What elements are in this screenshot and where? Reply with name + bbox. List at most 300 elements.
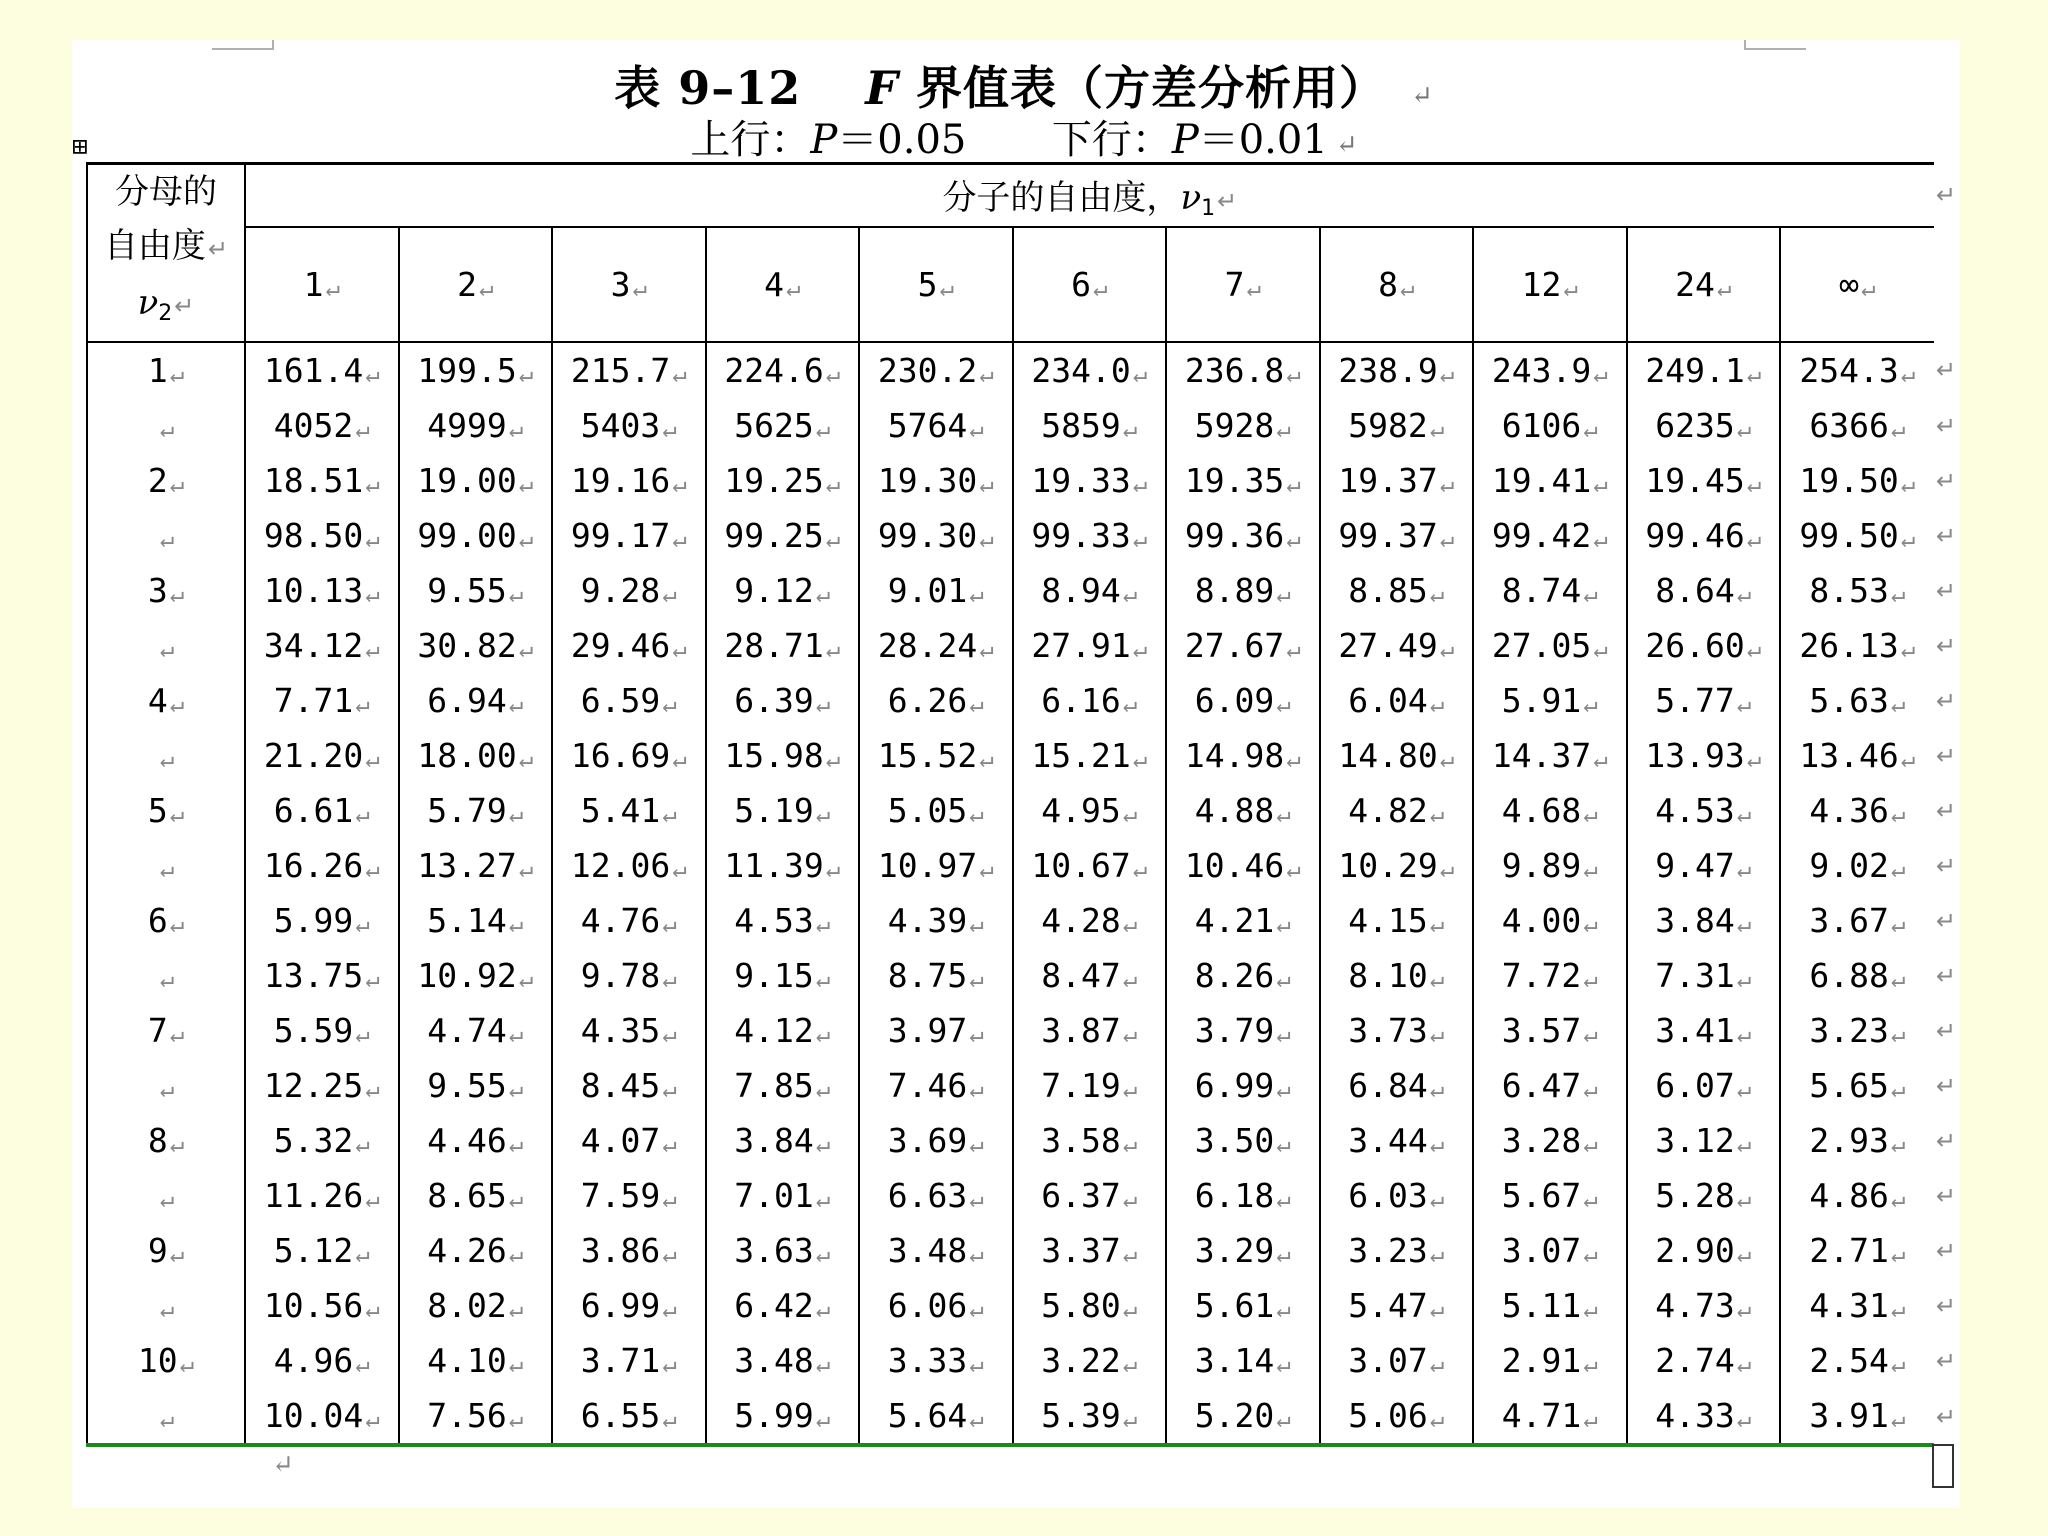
column-header: 6↵	[1013, 227, 1167, 342]
table-cell: 2.71↵	[1809, 1231, 1906, 1270]
row-df-label: 3↵	[87, 563, 245, 618]
upper-p-value: ＝0.05	[837, 117, 967, 163]
paragraph-mark-icon: ↵	[1410, 81, 1434, 111]
table-cell: 15.21↵	[1013, 728, 1167, 783]
table-cell: 7.01↵	[706, 1168, 860, 1223]
table-cell: 5.41↵	[552, 783, 706, 838]
table-cell: 3.44↵	[1320, 1113, 1474, 1168]
table-cell: 4.10↵	[399, 1333, 553, 1388]
lower-p-value: ＝0.01	[1198, 117, 1328, 163]
lower-p-symbol: P	[1171, 117, 1199, 163]
table-cell: 5.12↵	[245, 1223, 399, 1278]
table-cell: 8.94↵	[1013, 563, 1167, 618]
table-cell: 10.92↵	[399, 948, 553, 1003]
table-cell: 8.45↵	[552, 1058, 706, 1113]
table-cell: 4.07↵	[552, 1113, 706, 1168]
table-cell: 4.46↵	[399, 1113, 553, 1168]
row-df-label: 4↵	[87, 673, 245, 728]
table-cell: 9.02↵	[1809, 846, 1906, 885]
table-cell: 99.42↵	[1473, 508, 1627, 563]
column-header: 24↵	[1627, 227, 1781, 342]
table-cell: 28.24↵	[859, 618, 1013, 673]
row-end-mark-icon: ↵	[1936, 1346, 1957, 1375]
table-cell: 6.03↵	[1320, 1168, 1474, 1223]
table-cell: 4.71↵	[1473, 1388, 1627, 1445]
table-cell: 5.61↵	[1166, 1278, 1320, 1333]
table-cell: 5.65↵	[1809, 1066, 1906, 1105]
row-end-mark-icon: ↵	[1936, 631, 1957, 660]
table-cell: 8.85↵	[1320, 563, 1474, 618]
column-header: 7↵	[1166, 227, 1320, 342]
row-df-label: ↵	[87, 1168, 245, 1223]
table-cell: 5.39↵	[1013, 1388, 1167, 1445]
table-cell: 3.07↵	[1320, 1333, 1474, 1388]
table-row	[87, 342, 1934, 398]
row-df-label: ↵	[87, 398, 245, 453]
document-page	[72, 40, 1960, 1508]
table-cell: 234.0↵	[1013, 342, 1167, 398]
table-row	[87, 728, 1934, 783]
table-cell: 249.1↵	[1627, 342, 1781, 398]
row-end-mark-icon: ↵	[1936, 356, 1957, 384]
table-cell: 215.7↵	[552, 342, 706, 398]
table-cell: 2.90↵	[1627, 1223, 1781, 1278]
table-cell: 19.45↵	[1627, 453, 1781, 508]
table-cell: 29.46↵	[552, 618, 706, 673]
table-cell: 10.04↵	[245, 1388, 399, 1445]
table-cell: 5.59↵	[245, 1003, 399, 1058]
table-cell: 34.12↵	[245, 618, 399, 673]
table-cell: 4.74↵	[399, 1003, 553, 1058]
table-cell: 3.91↵	[1780, 1388, 1934, 1445]
table-cell: 10.97↵	[859, 838, 1013, 893]
table-cell: 19.41↵	[1473, 453, 1627, 508]
table-cell: 6.07↵	[1627, 1058, 1781, 1113]
table-cell: 13.75↵	[245, 948, 399, 1003]
row-end-mark-icon: ↵	[1936, 796, 1957, 825]
table-cell: 5.67↵	[1473, 1168, 1627, 1223]
table-cell: 10.67↵	[1013, 838, 1167, 893]
table-cell: 99.00↵	[399, 508, 553, 563]
table-cell: 4.28↵	[1013, 893, 1167, 948]
table-row	[87, 508, 1934, 563]
row-end-mark-icon: ↵	[1936, 686, 1957, 715]
table-cell: 5625↵	[706, 398, 860, 453]
table-cell: 5.32↵	[245, 1113, 399, 1168]
row-end-mark-icon: ↵	[1936, 1291, 1957, 1320]
table-cell: 6.39↵	[706, 673, 860, 728]
table-column-header-row	[87, 227, 1934, 342]
table-cell: 5.64↵	[859, 1388, 1013, 1445]
table-cell: 4.86↵	[1809, 1176, 1906, 1215]
table-cell: 7.19↵	[1013, 1058, 1167, 1113]
row-df-label: 6↵	[87, 893, 245, 948]
numerator-df-header: 分子的自由度，$\nu_1↵$	[245, 164, 1934, 227]
table-cell: 5.14↵	[399, 893, 553, 948]
row-end-mark-icon: ↵	[1936, 906, 1957, 935]
title-suffix: 界值表（方差分析用）	[915, 61, 1386, 115]
table-cell: 3.12↵	[1627, 1113, 1781, 1168]
table-cell: 13.46↵	[1799, 736, 1916, 775]
table-cell: 7.72↵	[1473, 948, 1627, 1003]
row-df-label: 8↵	[87, 1113, 245, 1168]
table-row	[87, 1223, 1934, 1278]
table-cell: 11.39↵	[706, 838, 860, 893]
table-cell: 2.91↵	[1473, 1333, 1627, 1388]
table-cell: 3.33↵	[859, 1333, 1013, 1388]
row-df-label: ↵	[87, 838, 245, 893]
table-cell: 3.84↵	[706, 1113, 860, 1168]
table-cell: 98.50↵	[245, 508, 399, 563]
table-cell: 27.91↵	[1013, 618, 1167, 673]
table-cell: 6106↵	[1473, 398, 1627, 453]
table-cell: 26.13↵	[1799, 626, 1916, 665]
table-cell: 4.36↵	[1809, 791, 1906, 830]
table-cell: 3.79↵	[1166, 1003, 1320, 1058]
table-cell: 4.21↵	[1166, 893, 1320, 948]
row-df-label: ↵	[87, 948, 245, 1003]
table-subtitle	[0, 108, 2048, 165]
table-cell: 99.30↵	[859, 508, 1013, 563]
column-header: ∞↵	[1780, 227, 1934, 342]
table-cell: 230.2↵	[859, 342, 1013, 398]
table-cell: 3.57↵	[1473, 1003, 1627, 1058]
row-end-mark-icon: ↵	[1936, 851, 1957, 880]
table-cell: 18.51↵	[245, 453, 399, 508]
row-df-label: 9↵	[87, 1223, 245, 1278]
table-row	[87, 783, 1934, 838]
table-cell: 6.04↵	[1320, 673, 1474, 728]
row-end-mark-icon: ↵	[1936, 961, 1957, 990]
table-cell: 5982↵	[1320, 398, 1474, 453]
column-header: 3↵	[552, 227, 706, 342]
corner-header-line-3: $\nu_2↵$	[137, 283, 195, 326]
table-cell: 6.09↵	[1166, 673, 1320, 728]
table-cell: 199.5↵	[399, 342, 553, 398]
table-cell: 3.84↵	[1627, 893, 1781, 948]
row-end-mark-icon: ↵	[1936, 1181, 1957, 1210]
table-cell: 6.42↵	[706, 1278, 860, 1333]
table-cell: 9.01↵	[859, 563, 1013, 618]
column-header: 1↵	[245, 227, 399, 342]
table-cell: 5764↵	[859, 398, 1013, 453]
table-cell: 4.39↵	[859, 893, 1013, 948]
table-cell: 8.10↵	[1320, 948, 1474, 1003]
table-cell: 8.47↵	[1013, 948, 1167, 1003]
row-end-mark-icon: ↵	[1936, 466, 1957, 495]
table-cell: 5928↵	[1166, 398, 1320, 453]
row-end-mark-icon: ↵	[1936, 411, 1957, 440]
table-cell: 4.88↵	[1166, 783, 1320, 838]
table-cell: 238.9↵	[1320, 342, 1474, 398]
row-df-label: ↵	[87, 618, 245, 673]
table-cell: 4.95↵	[1013, 783, 1167, 838]
upper-p-symbol: P	[810, 117, 838, 163]
table-cell: 6.84↵	[1320, 1058, 1474, 1113]
table-cell: 5.11↵	[1473, 1278, 1627, 1333]
table-row	[87, 563, 1934, 618]
table-cell: 19.00↵	[399, 453, 553, 508]
table-cell: 4.33↵	[1627, 1388, 1781, 1445]
table-cell: 8.02↵	[399, 1278, 553, 1333]
table-cell: 4.12↵	[706, 1003, 860, 1058]
table-cell: 19.35↵	[1166, 453, 1320, 508]
table-cell: 5.80↵	[1013, 1278, 1167, 1333]
table-cell: 4999↵	[399, 398, 553, 453]
upper-row-label: 上行：	[690, 117, 811, 163]
table-cell: 5.19↵	[706, 783, 860, 838]
table-cell: 14.37↵	[1473, 728, 1627, 783]
table-cell: 3.50↵	[1166, 1113, 1320, 1168]
table-cell: 4.53↵	[1627, 783, 1781, 838]
lower-row-label: 下行：	[1051, 117, 1172, 163]
table-cell: 5.47↵	[1320, 1278, 1474, 1333]
corner-header-line-2: 自由度↵	[103, 226, 229, 266]
paragraph-mark-icon: ↵	[272, 1450, 294, 1480]
row-df-label: ↵	[87, 1058, 245, 1113]
row-df-label: 2↵	[87, 453, 245, 508]
table-cell: 5.79↵	[399, 783, 553, 838]
f-critical-value-table	[86, 162, 1934, 1447]
table-cell: 5.91↵	[1473, 673, 1627, 728]
row-df-label: ↵	[87, 728, 245, 783]
table-cell: 4.76↵	[552, 893, 706, 948]
table-cell: 13.27↵	[399, 838, 553, 893]
table-row	[87, 453, 1934, 508]
table-cell: 3.23↵	[1320, 1223, 1474, 1278]
table-cell: 3.86↵	[552, 1223, 706, 1278]
row-df-label: 1↵	[87, 342, 245, 398]
table-cell: 27.49↵	[1320, 618, 1474, 673]
table-cell: 14.80↵	[1320, 728, 1474, 783]
table-cell: 10.13↵	[245, 563, 399, 618]
table-row	[87, 1278, 1934, 1333]
table-cell: 99.25↵	[706, 508, 860, 563]
table-cell: 4052↵	[245, 398, 399, 453]
row-end-mark-icon: ↵	[1936, 576, 1957, 605]
table-cell: 9.47↵	[1627, 838, 1781, 893]
table-cell: 6.47↵	[1473, 1058, 1627, 1113]
table-cell: 6.55↵	[552, 1388, 706, 1445]
table-cell: 3.28↵	[1473, 1113, 1627, 1168]
table-cell: 3.07↵	[1473, 1223, 1627, 1278]
table-row	[87, 893, 1934, 948]
table-cell: 4.15↵	[1320, 893, 1474, 948]
column-header: 5↵	[859, 227, 1013, 342]
table-cell: 8.64↵	[1627, 563, 1781, 618]
table-cell: 8.65↵	[399, 1168, 553, 1223]
table-cell: 4.26↵	[399, 1223, 553, 1278]
table-cell: 6.63↵	[859, 1168, 1013, 1223]
table-row	[87, 398, 1934, 453]
title-prefix: 表 9–12	[614, 61, 802, 115]
table-cell: 8.75↵	[859, 948, 1013, 1003]
table-cell: 9.78↵	[552, 948, 706, 1003]
table-row	[87, 1058, 1934, 1113]
table-cell: 3.41↵	[1627, 1003, 1781, 1058]
table-cell: 4.53↵	[706, 893, 860, 948]
table-cell: 28.71↵	[706, 618, 860, 673]
table-cell: 4.68↵	[1473, 783, 1627, 838]
table-cell: 6.99↵	[552, 1278, 706, 1333]
table-cell: 6235↵	[1627, 398, 1781, 453]
table-cell: 4.35↵	[552, 1003, 706, 1058]
table-cell: 11.26↵	[245, 1168, 399, 1223]
table-cell: 3.48↵	[706, 1333, 860, 1388]
table-cell: 99.37↵	[1320, 508, 1474, 563]
table-cell: 9.12↵	[706, 563, 860, 618]
row-df-label: ↵	[87, 1388, 245, 1445]
table-cell: 5.99↵	[245, 893, 399, 948]
table-cell: 99.36↵	[1166, 508, 1320, 563]
table-cell: 19.25↵	[706, 453, 860, 508]
table-cell: 15.98↵	[706, 728, 860, 783]
table-cell: 2.93↵	[1809, 1121, 1906, 1160]
table-cell: 99.46↵	[1627, 508, 1781, 563]
table-cell: 6.59↵	[552, 673, 706, 728]
table-cell: 254.3↵	[1799, 351, 1916, 390]
row-end-mark-icon: ↵	[1936, 741, 1957, 770]
table-row	[87, 838, 1934, 893]
table-cell: 7.31↵	[1627, 948, 1781, 1003]
row-df-label: 5↵	[87, 783, 245, 838]
table-cell: 19.16↵	[552, 453, 706, 508]
table-cell: 9.15↵	[706, 948, 860, 1003]
table-cell: 7.85↵	[706, 1058, 860, 1113]
table-cell: 3.71↵	[552, 1333, 706, 1388]
corner-header-line-1: 分母的	[115, 172, 217, 212]
table-cell: 27.05↵	[1473, 618, 1627, 673]
table-cell: 5.28↵	[1627, 1168, 1781, 1223]
table-cell: 19.50↵	[1799, 461, 1916, 500]
table-cell: 2.54↵	[1809, 1341, 1906, 1380]
table-cell: 6.06↵	[859, 1278, 1013, 1333]
table-cell: 3.97↵	[859, 1003, 1013, 1058]
table-cell: 161.4↵	[245, 342, 399, 398]
row-df-label: 10↵	[87, 1333, 245, 1388]
table-header-row-top	[87, 164, 1934, 227]
table-cell: 12.25↵	[245, 1058, 399, 1113]
table-cell: 10.46↵	[1166, 838, 1320, 893]
table-cell: 8.74↵	[1473, 563, 1627, 618]
table-row	[87, 948, 1934, 1003]
table-row	[87, 1113, 1934, 1168]
table-cell: 8.53↵	[1809, 571, 1906, 610]
table-cell: 27.67↵	[1166, 618, 1320, 673]
row-end-mark-icon: ↵	[1936, 1071, 1957, 1100]
table-cell: 6.61↵	[245, 783, 399, 838]
table-cell: 6.37↵	[1013, 1168, 1167, 1223]
table-cell: 3.73↵	[1320, 1003, 1474, 1058]
table-cell: 5.99↵	[706, 1388, 860, 1445]
table-cell: 3.23↵	[1809, 1011, 1906, 1050]
table-cell: 4.82↵	[1320, 783, 1474, 838]
table-cell: 5.06↵	[1320, 1388, 1474, 1445]
paragraph-mark-icon: ↵	[1335, 130, 1358, 160]
table-cell: 14.98↵	[1166, 728, 1320, 783]
row-end-mark-icon: ↵	[1936, 181, 1957, 210]
table-cell: 26.60↵	[1627, 618, 1781, 673]
page-corner-mark-top-right	[1744, 40, 1806, 50]
column-header: 12↵	[1473, 227, 1627, 342]
table-cell: 19.33↵	[1013, 453, 1167, 508]
table-cell: 6366↵	[1809, 406, 1906, 445]
table-row	[87, 1168, 1934, 1223]
table-cell: 3.14↵	[1166, 1333, 1320, 1388]
table-cell: 6.16↵	[1013, 673, 1167, 728]
table-cell: 224.6↵	[706, 342, 860, 398]
row-end-mark-icon: ↵	[1936, 521, 1957, 550]
table-cell: 5403↵	[552, 398, 706, 453]
row-end-mark-icon: ↵	[1936, 1402, 1957, 1431]
table-cell: 5.20↵	[1166, 1388, 1320, 1445]
table-cell: 4.96↵	[245, 1333, 399, 1388]
table-cell: 19.30↵	[859, 453, 1013, 508]
table-cell: 18.00↵	[399, 728, 553, 783]
table-cell: 3.63↵	[706, 1223, 860, 1278]
table-cell: 10.29↵	[1320, 838, 1474, 893]
row-df-label: ↵	[87, 508, 245, 563]
table-cell: 99.50↵	[1799, 516, 1916, 555]
text-cursor-icon	[1932, 1444, 1954, 1488]
table-cell: 5.77↵	[1627, 673, 1781, 728]
table-cell: 6.18↵	[1166, 1168, 1320, 1223]
table-cell: 3.58↵	[1013, 1113, 1167, 1168]
table-cell: 3.87↵	[1013, 1003, 1167, 1058]
table-cell: 2.74↵	[1627, 1333, 1781, 1388]
table-cell: 30.82↵	[399, 618, 553, 673]
title-f-letter: F	[865, 61, 899, 115]
row-end-mark-icon: ↵	[1936, 1236, 1957, 1265]
table-cell: 6.94↵	[399, 673, 553, 728]
table-cell: 4.31↵	[1809, 1286, 1906, 1325]
table-cell: 7.46↵	[859, 1058, 1013, 1113]
column-header: 4↵	[706, 227, 860, 342]
column-header: 8↵	[1320, 227, 1474, 342]
table-move-handle-icon[interactable]: ⊞	[72, 132, 88, 162]
table-cell: 19.37↵	[1320, 453, 1474, 508]
table-cell: 16.69↵	[552, 728, 706, 783]
table-row	[87, 618, 1934, 673]
table-row	[87, 1388, 1934, 1445]
table-cell: 3.29↵	[1166, 1223, 1320, 1278]
table-cell: 4.00↵	[1473, 893, 1627, 948]
table-cell: 3.48↵	[859, 1223, 1013, 1278]
table-cell: 8.89↵	[1166, 563, 1320, 618]
table-cell: 5.05↵	[859, 783, 1013, 838]
table-cell: 99.17↵	[552, 508, 706, 563]
table-row	[87, 1003, 1934, 1058]
table-cell: 7.59↵	[552, 1168, 706, 1223]
row-df-label: 7↵	[87, 1003, 245, 1058]
table-cell: 236.8↵	[1166, 342, 1320, 398]
table-cell: 21.20↵	[245, 728, 399, 783]
row-end-mark-icon: ↵	[1936, 1016, 1957, 1045]
table-row	[87, 673, 1934, 728]
page-corner-mark-top-left	[212, 40, 274, 50]
table-cell: 3.67↵	[1809, 901, 1906, 940]
table-cell: 13.93↵	[1627, 728, 1781, 783]
table-cell: 6.99↵	[1166, 1058, 1320, 1113]
column-header: 2↵	[399, 227, 553, 342]
table-cell: 9.89↵	[1473, 838, 1627, 893]
denominator-df-header	[87, 164, 245, 343]
table-cell: 9.55↵	[399, 1058, 553, 1113]
table-cell: 243.9↵	[1473, 342, 1627, 398]
table-cell: 12.06↵	[552, 838, 706, 893]
table-cell: 99.33↵	[1013, 508, 1167, 563]
table-cell: 10.56↵	[245, 1278, 399, 1333]
